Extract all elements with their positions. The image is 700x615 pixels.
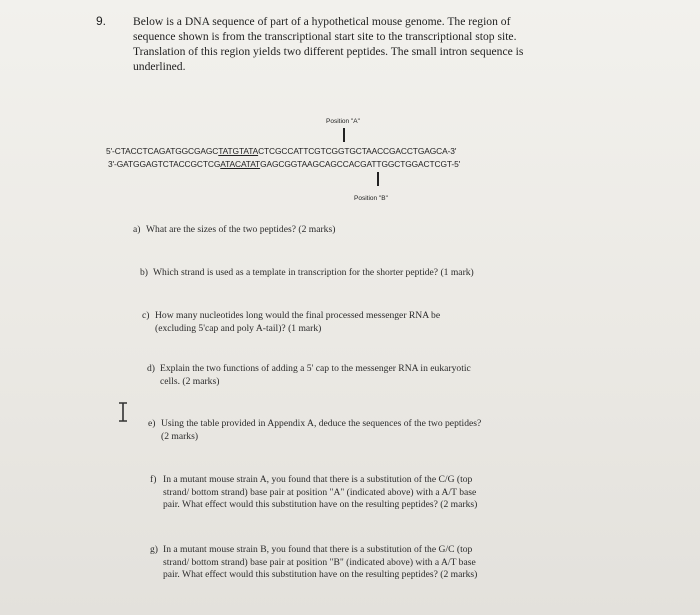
position-a-label: Position "A": [326, 118, 360, 125]
part-b: [140, 267, 474, 280]
part-d-text: cells. (2 marks): [160, 375, 220, 387]
part-e-text: (2 marks): [161, 430, 199, 442]
part-a-text: What are the sizes of the two peptides? (2 marks): [146, 224, 336, 235]
dna-top-strand: [106, 146, 456, 156]
top-strand-suffix: CTCGCCATTCGTCGGTGCTAACCGACCTGAGCA-3': [258, 146, 457, 156]
part-d: [147, 363, 471, 388]
part-f-text: pair. What effect would this substitution have on the resulting peptides? (2 marks): [163, 499, 478, 510]
part-b-text: Which strand is used as a template in transcription for the shorter peptide? (1 mark): [153, 267, 474, 278]
part-e: [148, 418, 481, 443]
top-strand-intron: TATGTATA: [218, 146, 259, 156]
part-a-label: a): [133, 224, 141, 235]
part-g: [150, 544, 477, 582]
intro-line: sequence shown is from the transcriptional start site to the transcriptional stop site.: [133, 30, 517, 43]
part-f-label: f): [150, 474, 157, 485]
part-d-text: Explain the two functions of adding a 5' cap to the messenger RNA in eukaryotic: [160, 363, 471, 374]
part-c-text: How many nucleotides long would the final processed messenger RNA be: [155, 310, 441, 321]
text-cursor-icon: [117, 402, 129, 422]
part-c-text: (excluding 5'cap and poly A-tail)? (1 mark): [155, 322, 322, 334]
question-number: 9.: [96, 14, 107, 28]
part-d-label: d): [147, 363, 155, 374]
part-g-text: strand/ bottom strand) base pair at position "B" (indicated above) with a A/T base: [163, 556, 476, 568]
part-f: [150, 474, 477, 512]
part-e-text: Using the table provided in Appendix A, deduce the sequences of the two peptides?: [161, 418, 482, 429]
intro-line: Below is a DNA sequence of part of a hypothetical mouse genome. The region of: [133, 15, 511, 28]
part-c-label: c): [142, 310, 150, 321]
part-g-text: In a mutant mouse strain B, you found that there is a substitution of the G/C (top: [163, 544, 473, 555]
bottom-strand-suffix: GAGCGGTAAGCAGCCACGATTGGCTGGACTCGT-5': [260, 159, 461, 169]
position-b-marker: [377, 172, 379, 186]
part-a: [133, 224, 335, 237]
bottom-strand-intron: ATACATAT: [220, 159, 261, 169]
position-a-marker: [343, 128, 345, 142]
bottom-strand-prefix: 3'-GATGGAGTCTACCGCTCG: [108, 159, 221, 169]
question-intro: [133, 14, 588, 74]
part-c: [142, 310, 440, 335]
intro-line: underlined.: [133, 60, 186, 73]
part-b-label: b): [140, 267, 148, 278]
part-f-text: strand/ bottom strand) base pair at position "A" (indicated above) with a A/T base: [163, 486, 477, 498]
dna-bottom-strand: [108, 159, 460, 169]
part-g-label: g): [150, 544, 158, 555]
intro-line: Translation of this region yields two different peptides. The small intron sequence is: [133, 45, 524, 58]
part-e-label: e): [148, 418, 156, 429]
part-g-text: pair. What effect would this substitution have on the resulting peptides? (2 marks): [163, 569, 478, 580]
position-b-label: Position "B": [354, 195, 388, 202]
part-f-text: In a mutant mouse strain A, you found that there is a substitution of the C/G (top: [163, 474, 473, 485]
top-strand-prefix: 5'-CTACCTCAGATGGCGAGC: [106, 146, 219, 156]
